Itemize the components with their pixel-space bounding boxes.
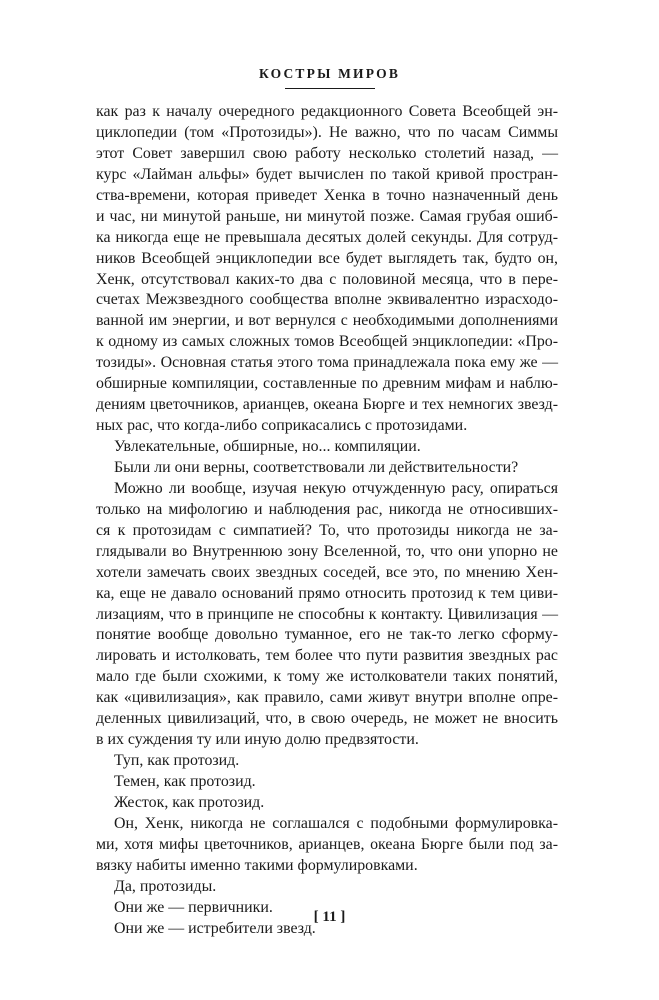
text-line: только на мифологию и наблюдения рас, никогда не относивших-	[96, 500, 558, 518]
page-number: [ 11 ]	[313, 909, 346, 925]
text-line: вязку набиты именно такими формулировками.	[96, 856, 418, 874]
text-line: ванной им энергии, и вот вернулся с необходимыми дополнениями	[96, 312, 558, 330]
text-line: ных рас, что когда-либо соприкасались с протозидами.	[96, 417, 468, 435]
text-line: ся к протозидам с симпатией? То, что протозиды никогда не за-	[96, 521, 558, 539]
text-line: деленных цивилизаций, что, в свою очередь, не может не вносить	[96, 710, 558, 728]
text-line: в их суждения ту или иную долю предвзятости.	[96, 731, 419, 749]
text-line: Да, протозиды.	[114, 877, 217, 895]
text-line: Увлекательные, обширные, но... компиляции.	[114, 438, 421, 455]
text-line: циклопедии (том «Протозиды»). Не важно, что по часам Симмы	[96, 123, 558, 141]
running-head: КОСТРЫ МИРОВ	[258, 66, 401, 81]
text-line: лизациям, что в принципе не способны к контакту. Цивилизация —	[96, 605, 558, 623]
text-line: Хенк, отсутствовал каких-то два с половиной месяца, что в пере-	[96, 270, 558, 288]
text-line: счетах Межзвездного сообщества вполне эквивалентно израсходо-	[96, 291, 558, 309]
text-line: как раз к началу очередного редакционного Совета Всеобщей эн-	[96, 103, 558, 120]
text-line: Они же — истребители звезд.	[114, 919, 316, 937]
text-line: Можно ли вообще, изучая некую отчужденную расу, опираться	[114, 479, 558, 497]
text-line: Темен, как протозид.	[114, 773, 256, 790]
body-text	[96, 102, 558, 940]
text-line: хотели замечать своих звездных соседей, все это, по мнению Хен-	[96, 563, 558, 581]
text-line: Туп, как протозид.	[114, 752, 240, 770]
text-line: и час, ни минутой раньше, ни минутой позже. Самая грубая ошиб-	[96, 207, 558, 225]
text-line: глядывали во Внутреннюю зону Вселенной, то, что они упорно не	[96, 542, 558, 560]
text-line: как «цивилизация», как правило, сами живут внутри вполне опре-	[96, 689, 558, 707]
text-line: Жесток, как протозид.	[114, 793, 265, 811]
text-line: Он, Хенк, никогда не соглашался с подобными формулировка-	[114, 814, 558, 832]
text-line: ства-времени, которая приведет Хенка в точно назначенный день	[96, 186, 558, 204]
text-line: к одному из самых сложных томов Всеобщей энциклопедии: «Про-	[96, 333, 558, 351]
text-line: дениям цветочников, арианцев, океана Бюрге и тех немногих звезд-	[96, 396, 558, 414]
text-line: ка, еще не давало оснований прямо относить протозид к тем циви-	[96, 584, 558, 602]
text-line: лировать и истолковать, тем более что пути развития звездных рас	[96, 647, 558, 665]
text-line: ников Всеобщей энциклопедии все будет выглядеть так, будто он,	[96, 249, 558, 267]
text-line: мало где были схожими, к тому же истолкователи таких понятий,	[96, 668, 558, 686]
text-line: ми, хотя мифы цветочников, арианцев, океана Бюрге были под за-	[96, 835, 558, 853]
text-line: Они же — первичники.	[114, 898, 273, 916]
text-line: этот Совет завершил свою работу несколько столетий назад, —	[96, 144, 558, 162]
text-line: тозиды». Основная статья этого тома принадлежала пока ему же —	[96, 354, 558, 372]
text-line: обширные компиляции, составленные по древним мифам и наблю-	[96, 375, 558, 393]
text-line: ка никогда еще не превышала десятых долей секунды. Для сотруд-	[96, 228, 558, 246]
text-line: понятие вообще довольно туманное, его не так-то легко сформу-	[96, 626, 558, 644]
text-line: Были ли они верны, соответствовали ли действительности?	[114, 458, 519, 476]
text-line: курс «Лайман альфы» будет вычислен по такой кривой простран-	[96, 165, 558, 183]
header-rule	[285, 88, 375, 89]
